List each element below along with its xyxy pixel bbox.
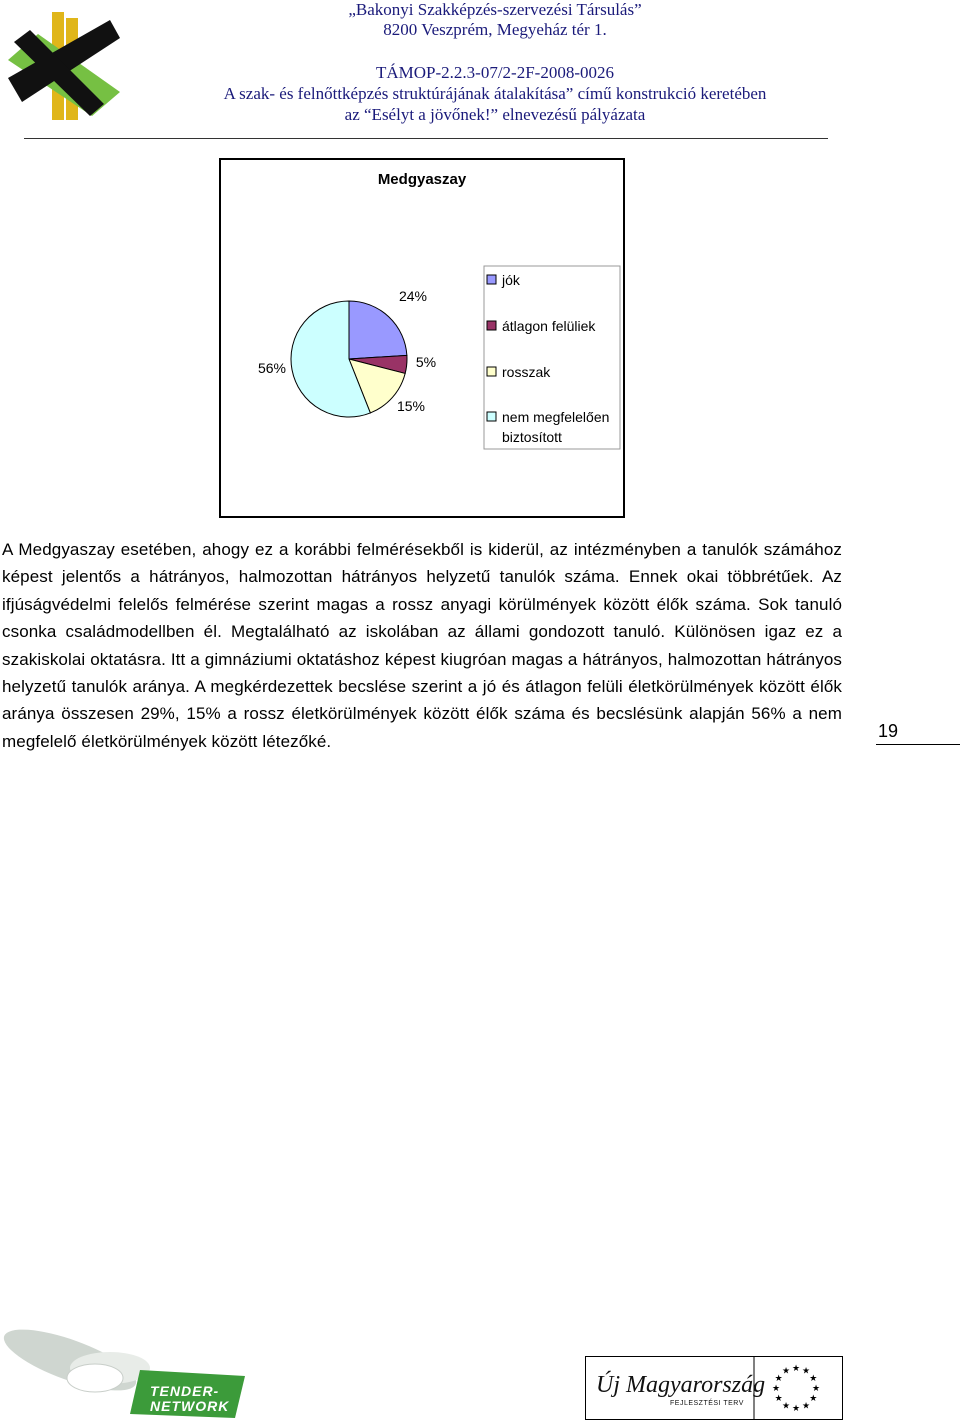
pie-label-0: 24%	[398, 288, 428, 304]
legend	[487, 272, 609, 445]
eu-star-icon: ★	[809, 1393, 818, 1403]
eu-star-icon: ★	[801, 1400, 811, 1411]
eu-star-icon: ★	[781, 1400, 791, 1411]
eu-stars-icon	[772, 1363, 820, 1413]
eu-star-icon: ★	[791, 1403, 801, 1413]
pie-slices	[291, 301, 407, 417]
header-organization: „Bakonyi Szakképzés-szervezési Társulás”	[348, 0, 642, 19]
fejlesztesi-terv-text: FEJLESZTÉSI TERV	[670, 1400, 744, 1407]
legend-swatch-2	[487, 367, 496, 376]
pie-slice-0	[349, 301, 407, 359]
header-tender-name: az “Esélyt a jövőnek!” elnevezésű pályázata	[344, 105, 646, 124]
eu-star-icon: ★	[781, 1365, 791, 1376]
tender-network-text	[150, 1384, 229, 1414]
eu-star-icon: ★	[774, 1373, 783, 1383]
legend-swatch-0	[487, 275, 496, 284]
organization-logo	[8, 12, 120, 122]
header-divider	[24, 138, 828, 139]
legend-swatch-1	[487, 321, 496, 330]
body-paragraph: A Medgyaszay esetében, ahogy ez a korábbi felmérésekből is kiderül, az intézményben a tanulók számához képest jelentős a hátrányos, halmozottan hátrányos helyzetű tanulók száma. Ennek okai többrétűek. Az ifjúságvédelmi felelős felmérése szerint magas a rossz anyagi körülmények között élők száma. Sok tanuló csonka családmodellben él. Megtalálható az iskolában az állami gondozott tanuló. Különösen igaz ez a szakiskolai oktatásra. Itt a gimnáziumi oktatáshoz képest kiugróan magas a hátrányos, halmozottan hátrányos helyzetű tanulók aránya. A megkérdezettek becslése szerint a jó és átlagon felüli életkörülmények között élők aránya összesen 29%, 15% a rossz életkörülmények között élők száma és becslésünk alapján 56% a nem megfelelő életkörülmények között létezőké.	[2, 540, 842, 751]
eu-star-icon: ★	[801, 1365, 811, 1376]
pie-label-1: 5%	[415, 354, 437, 370]
eu-star-icon: ★	[811, 1383, 821, 1393]
pie-label-2: 15%	[396, 398, 426, 414]
eu-star-icon: ★	[791, 1363, 801, 1373]
legend-label-1: átlagon felüliek	[502, 318, 596, 334]
chart-title: Medgyaszay	[377, 171, 467, 188]
page-number: 19	[876, 721, 960, 745]
header-project-title: A szak- és felnőttképzés struktúrájának átalakítása” című konstrukció keretében	[223, 84, 767, 103]
legend-label-3: nem megfelelően	[502, 409, 610, 425]
legend-label-0: jók	[502, 272, 520, 288]
legend-swatch-3	[487, 412, 496, 421]
eu-star-icon: ★	[774, 1393, 783, 1403]
uj-magyarorszag-text: Új Magyarország	[596, 1372, 766, 1398]
tender-network-line1: TENDER-	[150, 1383, 220, 1399]
header-address: 8200 Veszprém, Megyeház tér 1.	[383, 20, 607, 39]
pie-label-3: 56%	[257, 360, 287, 376]
eu-star-icon: ★	[809, 1373, 818, 1383]
eu-star-icon: ★	[771, 1383, 781, 1393]
pie-chart	[219, 158, 625, 518]
legend-label-3-line2: biztosított	[502, 429, 562, 445]
chart-canvas	[221, 160, 623, 516]
header-project-code: TÁMOP-2.2.3-07/2-2F-2008-0026	[376, 63, 614, 82]
tender-network-line2: NETWORK	[150, 1398, 230, 1414]
legend-label-2: rosszak	[502, 364, 551, 380]
